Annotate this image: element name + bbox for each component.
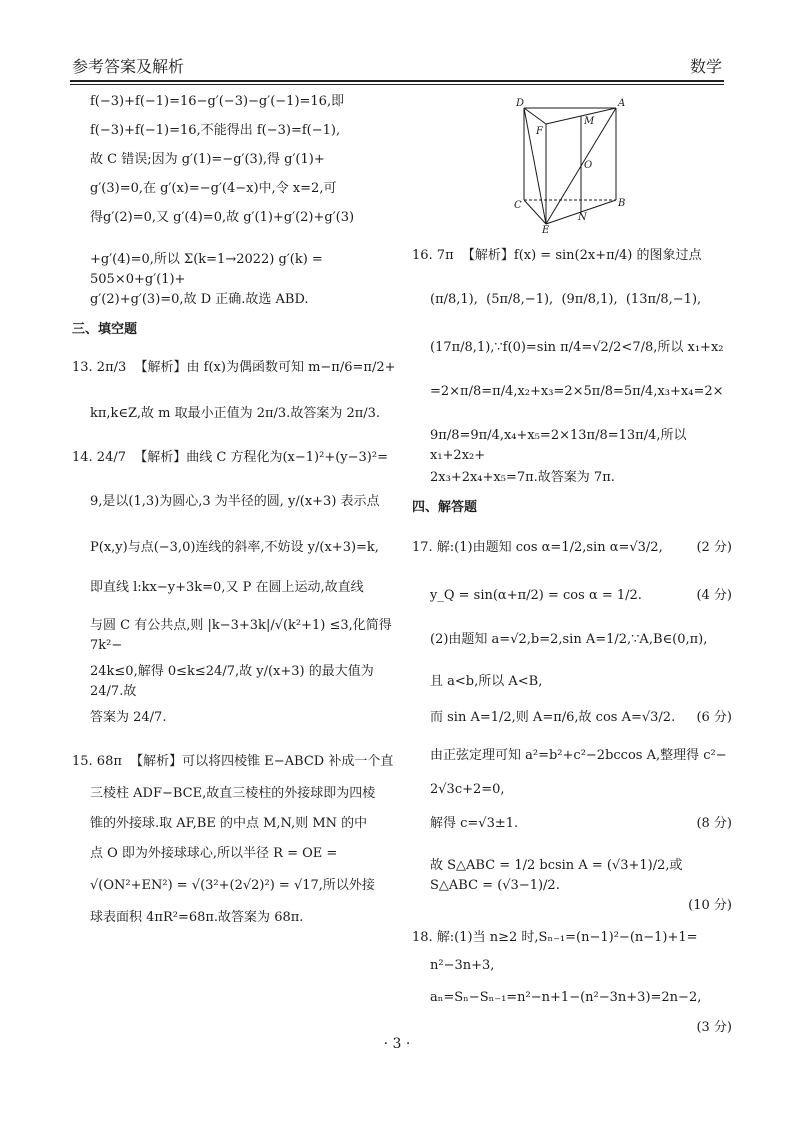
q17-line: 且 a<b,所以 A<B,: [430, 674, 543, 689]
label-F: F: [536, 126, 543, 137]
q16-line: 16. 7π 【解析】f(x) = sin(2x+π/4) 的图象过点: [412, 248, 702, 263]
q16-line: 2x₃+2x₄+x₅=7π.故答案为 7π.: [430, 470, 615, 485]
q15-line: 15. 68π 【解析】可以将四棱锥 E−ABCD 补成一个直: [72, 754, 394, 769]
header-title: 参考答案及解析: [72, 57, 185, 76]
text-line: g′(3)=0,在 g′(x)=−g′(4−x)中,令 x=2,可: [90, 181, 337, 196]
page-header: [70, 50, 724, 82]
q15-line: √(ON²+EN²) = √(3²+(2√2)²) = √17,所以外接: [90, 878, 375, 893]
q17-line: y_Q = sin(α+π/2) = cos α = 1/2.: [430, 588, 642, 603]
label-D: D: [516, 98, 525, 109]
q13-line: 13. 2π/3 【解析】由 f(x)为偶函数可知 m−π/6=π/2+: [72, 360, 396, 375]
q18-line: n²−3n+3,: [430, 958, 495, 973]
section-heading-answer: 四、解答题: [412, 500, 478, 515]
text-line: +g′(4)=0,所以 Σ(k=1→2022) g′(k) = 505×0+g′(1)+: [90, 252, 327, 287]
q14-line: 答案为 24/7.: [90, 710, 167, 725]
q17-line: 17. 解:(1)由题知 cos α=1/2,sin α=√3/2,: [412, 540, 663, 555]
prism-figure: [512, 96, 632, 234]
label-M: M: [584, 116, 595, 127]
label-A: A: [618, 98, 626, 109]
q18-line: 18. 解:(1)当 n≥2 时,Sₙ₋₁=(n−1)²−(n−1)+1=: [412, 930, 698, 945]
q15-line: 点 O 即为外接球球心,所以半径 R = OE =: [90, 846, 338, 861]
header-subject: 数学: [689, 57, 722, 76]
text-line: g′(2)+g′(3)=0,故 D 正确.故选 ABD.: [90, 292, 309, 307]
section-heading-fill-blank: 三、填空题: [72, 322, 138, 337]
page-number: · 3 ·: [383, 1036, 411, 1052]
q16-line: (17π/8,1),∵f(0)=sin π/4=√2/2<7/8,所以 x₁+x₂: [430, 340, 724, 355]
points-label: (3 分): [696, 1020, 732, 1035]
q17-line: (2)由题知 a=√2,b=2,sin A=1/2,∵A,B∈(0,π),: [430, 632, 708, 647]
q15-line: 锥的外接球.取 AF,BE 的中点 M,N,则 MN 的中: [90, 816, 368, 831]
q14-line: 24k≤0,解得 0≤k≤24/7,故 y/(x+3) 的最大值为 24/7.故: [90, 664, 378, 699]
q17-line: 由正弦定理可知 a²=b²+c²−2bccos A,整理得 c²−: [430, 748, 727, 763]
q14-line: 9,是以(1,3)为圆心,3 为半径的圆, y/(x+3) 表示点: [90, 494, 380, 509]
q17-line: 2√3c+2=0,: [430, 782, 505, 797]
points-label: (2 分): [696, 540, 732, 555]
q14-line: P(x,y)与点(−3,0)连线的斜率,不妨设 y/(x+3)=k,: [90, 540, 379, 555]
points-label: (8 分): [696, 816, 732, 831]
label-O: O: [584, 160, 593, 171]
points-label: (4 分): [696, 588, 732, 603]
q17-line: 而 sin A=1/2,则 A=π/6,故 cos A=√3/2.: [430, 710, 676, 725]
q15-line: 球表面积 4πR²=68π.故答案为 68π.: [90, 910, 304, 925]
q14-line: 与圆 C 有公共点,则 |k−3+3k|/√(k²+1) ≤3,化简得 7k²−: [90, 618, 396, 653]
q15-line: 三棱柱 ADF−BCE,故直三棱柱的外接球即为四棱: [90, 786, 376, 801]
text-line: f(−3)+f(−1)=16−g′(−3)−g′(−1)=16,即: [90, 94, 345, 109]
text-line: 得g′(2)=0,又 g′(4)=0,故 g′(1)+g′(2)+g′(3): [90, 210, 355, 225]
text-line: f(−3)+f(−1)=16,不能得出 f(−3)=f(−1),: [90, 123, 341, 138]
text-line: 故 C 错误;因为 g′(1)=−g′(3),得 g′(1)+: [90, 152, 325, 167]
q18-line: aₙ=Sₙ−Sₙ₋₁=n²−n+1−(n²−3n+3)=2n−2,: [430, 990, 702, 1005]
q17-line: 故 S△ABC = 1/2 bcsin A = (√3+1)/2,或 S△ABC = (√3−1)/2.: [430, 858, 687, 893]
q16-line: =2×π/8=π/4,x₂+x₃=2×5π/8=5π/4,x₃+x₄=2×: [430, 384, 724, 399]
q14-line: 14. 24/7 【解析】曲线 C 方程化为(x−1)²+(y−3)²=: [72, 450, 388, 465]
label-C: C: [514, 200, 522, 211]
label-N: N: [578, 212, 587, 223]
label-B: B: [618, 198, 626, 209]
points-label: (10 分): [688, 898, 732, 913]
points-label: (6 分): [696, 710, 732, 725]
q17-line: 解得 c=√3±1.: [430, 816, 519, 831]
q16-line: (π/8,1), (5π/8,−1), (9π/8,1), (13π/8,−1),: [430, 292, 702, 307]
header-rule-thick: [70, 80, 724, 82]
q16-line: 9π/8=9π/4,x₄+x₅=2×13π/8=13π/4,所以 x₁+2x₂+: [430, 428, 691, 463]
header-rule-thin: [70, 84, 724, 85]
q14-line: 即直线 l:kx−y+3k=0,又 P 在圆上运动,故直线: [90, 580, 364, 595]
label-E: E: [542, 225, 550, 234]
q13-line: kπ,k∈Z,故 m 取最小正值为 2π/3.故答案为 2π/3.: [90, 406, 381, 421]
